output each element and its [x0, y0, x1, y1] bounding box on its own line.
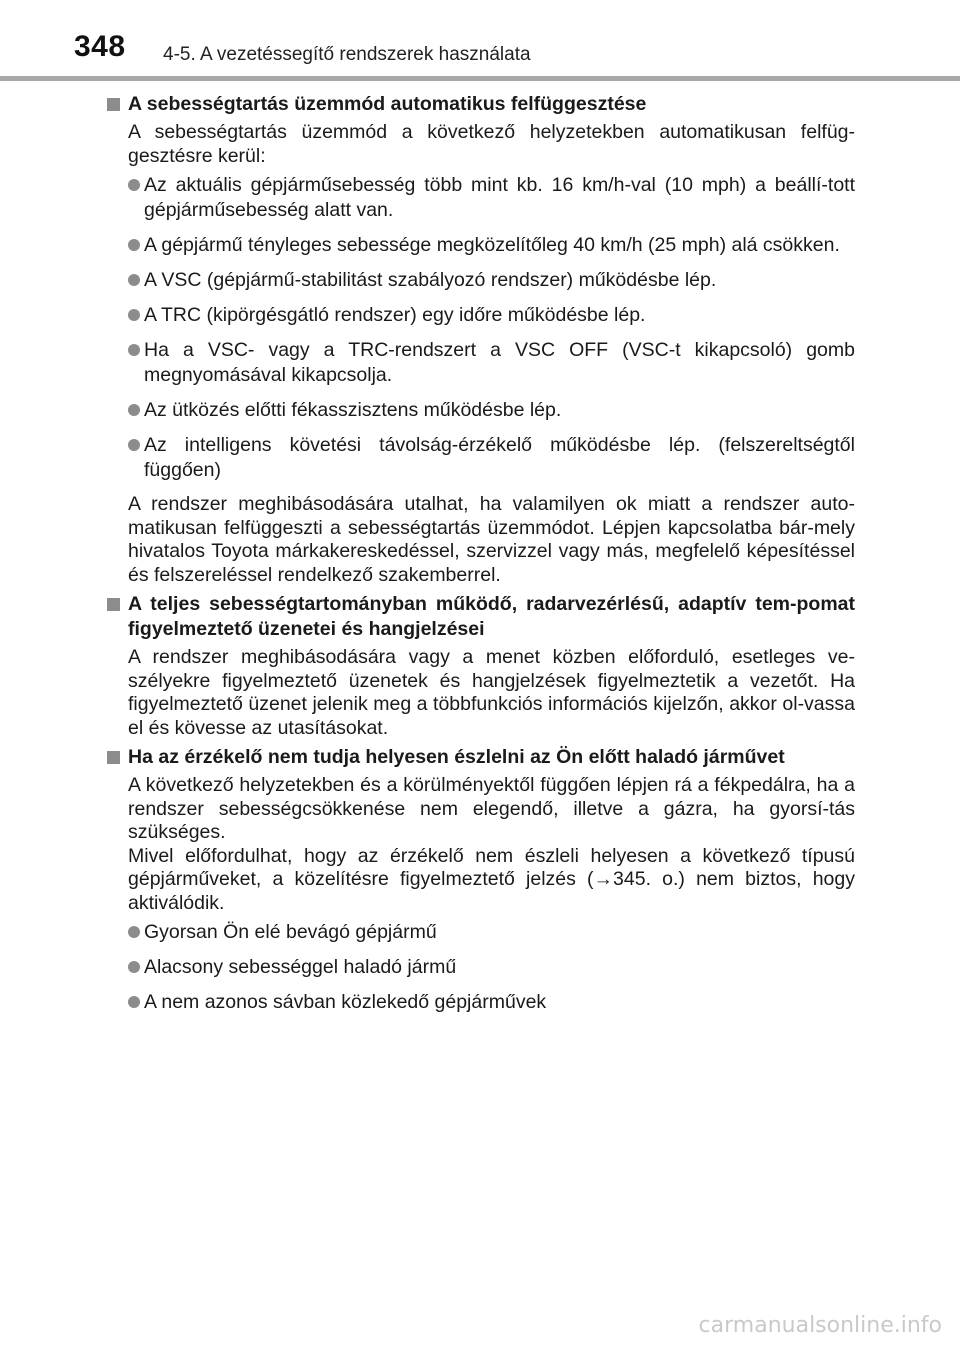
round-bullet-icon: [128, 179, 140, 191]
round-bullet-icon: [128, 996, 140, 1008]
list-item: [128, 303, 855, 328]
round-bullet-icon: [128, 926, 140, 938]
list-item-text: Az ütközés előtti fékasszisztens működésbe lép.: [144, 399, 562, 421]
list-item-text: Gyorsan Ön elé bevágó gépjármű: [144, 921, 437, 943]
section-intro: A sebességtartás üzemmód a következő helyzetekben automatikusan felfüg-gesztésre kerül:: [128, 121, 855, 167]
list-item: [128, 233, 855, 258]
section-heading-text: A teljes sebességtartományban működő, radarvezérlésű, adaptív tem-pomat figyelmeztető üzenetei és hangjelzései: [128, 593, 855, 640]
list-item-text: A gépjármű tényleges sebessége megközelítőleg 40 km/h (25 mph) alá csökken.: [144, 234, 840, 256]
list-item: [128, 398, 855, 423]
list-item: [128, 173, 855, 223]
list-item-text: Az intelligens követési távolság-érzékelő működésbe lép. (felszereltségtől függően): [144, 434, 855, 481]
list-item: [128, 433, 855, 483]
list-item-text: Ha a VSC- vagy a TRC-rendszert a VSC OFF (VSC-t kikapcsoló) gomb megnyomásával kikapcsolja.: [144, 339, 855, 386]
section-intro: A következő helyzetekben és a körülményektől függően lépjen rá a fékpedálra, ha a rendszer sebességcsökkenése nem elegendő, illetve a gázra, ha gyorsí-tás szükséges.: [128, 774, 855, 843]
section-heading: [107, 92, 855, 117]
section-intro-continued: Mivel előfordulhat, hogy az érzékelő nem észleli helyesen a következő típusú gépjárműveket, a közelítésre figyelmeztető jelzés (→345. o.) nem biztos, hogy aktiválódik.: [128, 844, 855, 914]
list-item: [128, 955, 855, 980]
square-bullet-icon: [107, 598, 120, 611]
section-heading-text: A sebességtartás üzemmód automatikus felfüggesztése: [128, 93, 647, 115]
page-header: [0, 0, 960, 84]
bullet-list: [107, 173, 855, 483]
section-intro: A rendszer meghibásodására vagy a menet közben előforduló, esetleges ve-szélyekre figyelmeztető üzenetek és hangjelzések figyelmeztetik a vezetőt. Ha figyelmeztető üzenet jelenik meg a többfunkciós információs kijelzőn, akkor ol-vassa el és kövesse az utasításokat.: [128, 646, 855, 739]
section-outro: A rendszer meghibásodására utalhat, ha valamilyen ok miatt a rendszer auto-matikusan felfüggeszti a sebességtartás üzemmódot. Lépjen kapcsolatba bár-mely hivatalos Toyota márkakereskedéssel, szervizzel vagy más, megfelelő képesítéssel és felszereléssel rendelkező szakemberrel.: [128, 493, 855, 586]
round-bullet-icon: [128, 344, 140, 356]
round-bullet-icon: [128, 404, 140, 416]
section-heading: [107, 592, 855, 642]
section-detection-limits: [107, 745, 855, 1015]
page-content: [107, 92, 855, 1025]
section-auto-suspension: [107, 92, 855, 587]
square-bullet-icon: [107, 751, 120, 764]
page-number: 348: [74, 30, 126, 63]
round-bullet-icon: [128, 439, 140, 451]
section-warning-messages: [107, 592, 855, 740]
watermark: carmanualsonline.info: [698, 1313, 942, 1338]
list-item: [128, 338, 855, 388]
round-bullet-icon: [128, 239, 140, 251]
list-item: [128, 268, 855, 293]
list-item-text: A TRC (kipörgésgátló rendszer) egy időre működésbe lép.: [144, 304, 646, 326]
chapter-title: 4-5. A vezetéssegítő rendszerek használata: [163, 44, 531, 65]
round-bullet-icon: [128, 274, 140, 286]
bullet-list: [107, 920, 855, 1015]
list-item: [128, 920, 855, 945]
header-divider: [0, 76, 960, 81]
list-item-text: Az aktuális gépjárműsebesség több mint kb. 16 km/h-val (10 mph) a beállí-tott gépjárműsebesség alatt van.: [144, 174, 855, 221]
list-item-text: A nem azonos sávban közlekedő gépjárművek: [144, 991, 547, 1013]
round-bullet-icon: [128, 961, 140, 973]
square-bullet-icon: [107, 98, 120, 111]
list-item-text: Alacsony sebességgel haladó jármű: [144, 956, 457, 978]
section-heading: [107, 745, 855, 770]
round-bullet-icon: [128, 309, 140, 321]
section-heading-text: Ha az érzékelő nem tudja helyesen észlelni az Ön előtt haladó járművet: [128, 746, 785, 768]
list-item: [128, 990, 855, 1015]
list-item-text: A VSC (gépjármű-stabilitást szabályozó rendszer) működésbe lép.: [144, 269, 717, 291]
